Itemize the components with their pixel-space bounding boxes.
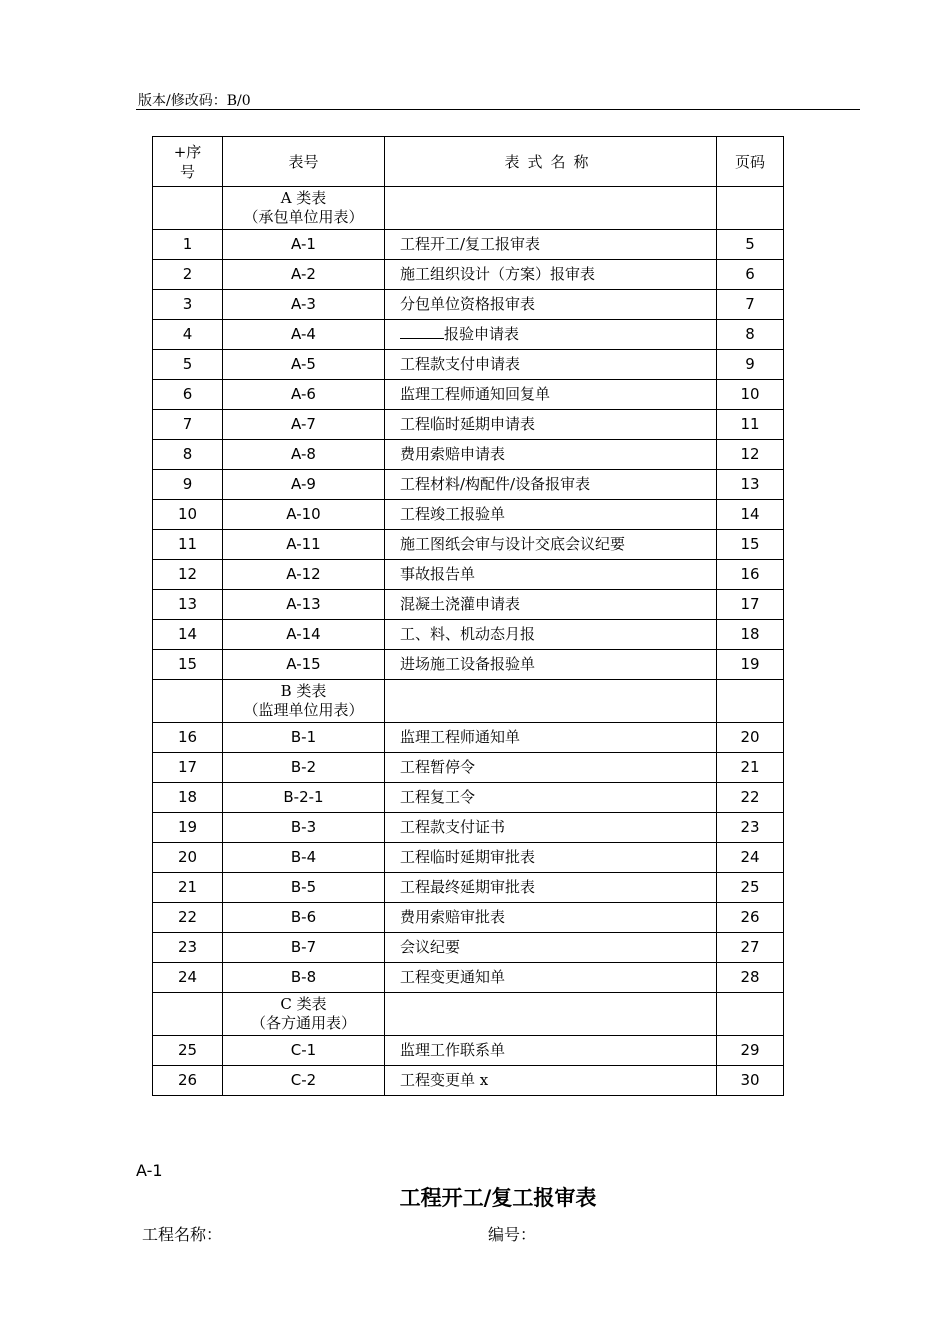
- row-seq: 17: [153, 753, 223, 783]
- row-code: A-11: [223, 530, 385, 560]
- row-code: A-7: [223, 410, 385, 440]
- row-seq: 7: [153, 410, 223, 440]
- header-code: 表号: [223, 137, 385, 187]
- row-seq: 21: [153, 873, 223, 903]
- table-row: [153, 260, 784, 290]
- row-page: 9: [717, 350, 784, 380]
- row-seq: 5: [153, 350, 223, 380]
- number-label: 编号：: [488, 1225, 537, 1244]
- row-seq: 12: [153, 560, 223, 590]
- table-row: [153, 903, 784, 933]
- row-code: C-2: [223, 1066, 385, 1096]
- row-page: 8: [717, 320, 784, 350]
- row-seq: 14: [153, 620, 223, 650]
- section-title: C 类表 （各方通用表）: [223, 993, 385, 1036]
- row-page: 20: [717, 723, 784, 753]
- row-seq: 22: [153, 903, 223, 933]
- row-name: 工程款支付申请表: [385, 350, 717, 380]
- table-row: [153, 410, 784, 440]
- row-page: 24: [717, 843, 784, 873]
- row-page: 19: [717, 650, 784, 680]
- row-seq: 24: [153, 963, 223, 993]
- row-seq: 15: [153, 650, 223, 680]
- section-row-a: [153, 187, 784, 230]
- row-name: 分包单位资格报审表: [385, 290, 717, 320]
- row-page: 17: [717, 590, 784, 620]
- row-seq: 6: [153, 380, 223, 410]
- row-code: A-10: [223, 500, 385, 530]
- row-seq: 4: [153, 320, 223, 350]
- table-row: [153, 560, 784, 590]
- row-seq: 3: [153, 290, 223, 320]
- row-page: 28: [717, 963, 784, 993]
- table-row: [153, 230, 784, 260]
- table-row: [153, 753, 784, 783]
- row-page: 11: [717, 410, 784, 440]
- row-name: 工程材料/构配件/设备报审表: [385, 470, 717, 500]
- row-code: A-1: [223, 230, 385, 260]
- header-divider: [136, 109, 860, 110]
- row-name: 工程竣工报验单: [385, 500, 717, 530]
- header-name: 表式名称: [385, 137, 717, 187]
- row-name: 工程最终延期审批表: [385, 873, 717, 903]
- row-name: 事故报告单: [385, 560, 717, 590]
- table-row: [153, 530, 784, 560]
- row-name: 报验申请表: [385, 320, 717, 350]
- table-row: [153, 350, 784, 380]
- row-code: A-14: [223, 620, 385, 650]
- header-seq: +序号: [153, 137, 223, 187]
- section-title: A 类表 （承包单位用表）: [223, 187, 385, 230]
- table-row: [153, 290, 784, 320]
- row-page: 29: [717, 1036, 784, 1066]
- row-seq: 25: [153, 1036, 223, 1066]
- row-seq: 23: [153, 933, 223, 963]
- row-code: B-8: [223, 963, 385, 993]
- row-code: B-5: [223, 873, 385, 903]
- row-code: B-7: [223, 933, 385, 963]
- row-name: 工程开工/复工报审表: [385, 230, 717, 260]
- row-page: 15: [717, 530, 784, 560]
- table-row: [153, 963, 784, 993]
- row-page: 6: [717, 260, 784, 290]
- form-title: 工程开工/复工报审表: [399, 1186, 597, 1210]
- row-page: 5: [717, 230, 784, 260]
- row-name: 监理工程师通知回复单: [385, 380, 717, 410]
- row-code: B-2: [223, 753, 385, 783]
- row-seq: 8: [153, 440, 223, 470]
- row-name: 进场施工设备报验单: [385, 650, 717, 680]
- table-row: [153, 590, 784, 620]
- row-code: B-1: [223, 723, 385, 753]
- row-name: 工、料、机动态月报: [385, 620, 717, 650]
- table-row: [153, 873, 784, 903]
- row-page: 12: [717, 440, 784, 470]
- table-row: [153, 843, 784, 873]
- table-row: [153, 650, 784, 680]
- row-page: 10: [717, 380, 784, 410]
- row-seq: 9: [153, 470, 223, 500]
- row-name: 工程复工令: [385, 783, 717, 813]
- row-code: A-3: [223, 290, 385, 320]
- row-name: 工程变更通知单: [385, 963, 717, 993]
- row-name: 会议纪要: [385, 933, 717, 963]
- table-row: [153, 1036, 784, 1066]
- row-code: A-13: [223, 590, 385, 620]
- table-row: [153, 813, 784, 843]
- row-code: A-5: [223, 350, 385, 380]
- table-row: [153, 470, 784, 500]
- row-code: A-8: [223, 440, 385, 470]
- section-row-c: [153, 993, 784, 1036]
- row-name: 工程临时延期审批表: [385, 843, 717, 873]
- header-page: 页码: [717, 137, 784, 187]
- table-row: [153, 440, 784, 470]
- section-title: B 类表 （监理单位用表）: [223, 680, 385, 723]
- version-label: 版本/修改码：: [138, 93, 227, 109]
- row-code: A-6: [223, 380, 385, 410]
- table-row: [153, 380, 784, 410]
- row-page: 27: [717, 933, 784, 963]
- row-code: A-12: [223, 560, 385, 590]
- row-page: 13: [717, 470, 784, 500]
- row-seq: 20: [153, 843, 223, 873]
- row-seq: 26: [153, 1066, 223, 1096]
- row-name: 工程变更单 x: [385, 1066, 717, 1096]
- row-name: 施工组织设计（方案）报审表: [385, 260, 717, 290]
- row-name: 施工图纸会审与设计交底会议纪要: [385, 530, 717, 560]
- row-code: C-1: [223, 1036, 385, 1066]
- table-row: [153, 933, 784, 963]
- document-header: [138, 90, 251, 110]
- table-row: [153, 500, 784, 530]
- row-page: 26: [717, 903, 784, 933]
- row-name: 费用索赔申请表: [385, 440, 717, 470]
- row-code: A-9: [223, 470, 385, 500]
- row-name: 监理工程师通知单: [385, 723, 717, 753]
- table-row: [153, 620, 784, 650]
- row-code: A-4: [223, 320, 385, 350]
- row-name: 工程暂停令: [385, 753, 717, 783]
- version-value: B/0: [226, 93, 251, 109]
- row-page: 30: [717, 1066, 784, 1096]
- row-page: 21: [717, 753, 784, 783]
- table-header-row: [153, 137, 784, 187]
- project-name-label: 工程名称：: [142, 1225, 223, 1244]
- row-code: B-4: [223, 843, 385, 873]
- row-page: 16: [717, 560, 784, 590]
- row-seq: 1: [153, 230, 223, 260]
- form-index-table: [152, 136, 784, 1096]
- table-row: [153, 1066, 784, 1096]
- row-code: B-2-1: [223, 783, 385, 813]
- row-seq: 10: [153, 500, 223, 530]
- row-name: 监理工作联系单: [385, 1036, 717, 1066]
- form-code: A-1: [136, 1161, 163, 1180]
- table-row: [153, 723, 784, 753]
- row-seq: 16: [153, 723, 223, 753]
- section-row-b: [153, 680, 784, 723]
- row-page: 18: [717, 620, 784, 650]
- row-code: A-15: [223, 650, 385, 680]
- row-name: 工程款支付证书: [385, 813, 717, 843]
- row-page: 22: [717, 783, 784, 813]
- row-seq: 13: [153, 590, 223, 620]
- row-name: 费用索赔审批表: [385, 903, 717, 933]
- row-page: 7: [717, 290, 784, 320]
- row-seq: 2: [153, 260, 223, 290]
- row-page: 23: [717, 813, 784, 843]
- table-row: [153, 783, 784, 813]
- row-name: 混凝土浇灌申请表: [385, 590, 717, 620]
- row-code: B-6: [223, 903, 385, 933]
- row-page: 25: [717, 873, 784, 903]
- row-seq: 18: [153, 783, 223, 813]
- table-row: [153, 320, 784, 350]
- row-seq: 11: [153, 530, 223, 560]
- row-code: A-2: [223, 260, 385, 290]
- row-seq: 19: [153, 813, 223, 843]
- row-page: 14: [717, 500, 784, 530]
- row-code: B-3: [223, 813, 385, 843]
- row-name: 工程临时延期申请表: [385, 410, 717, 440]
